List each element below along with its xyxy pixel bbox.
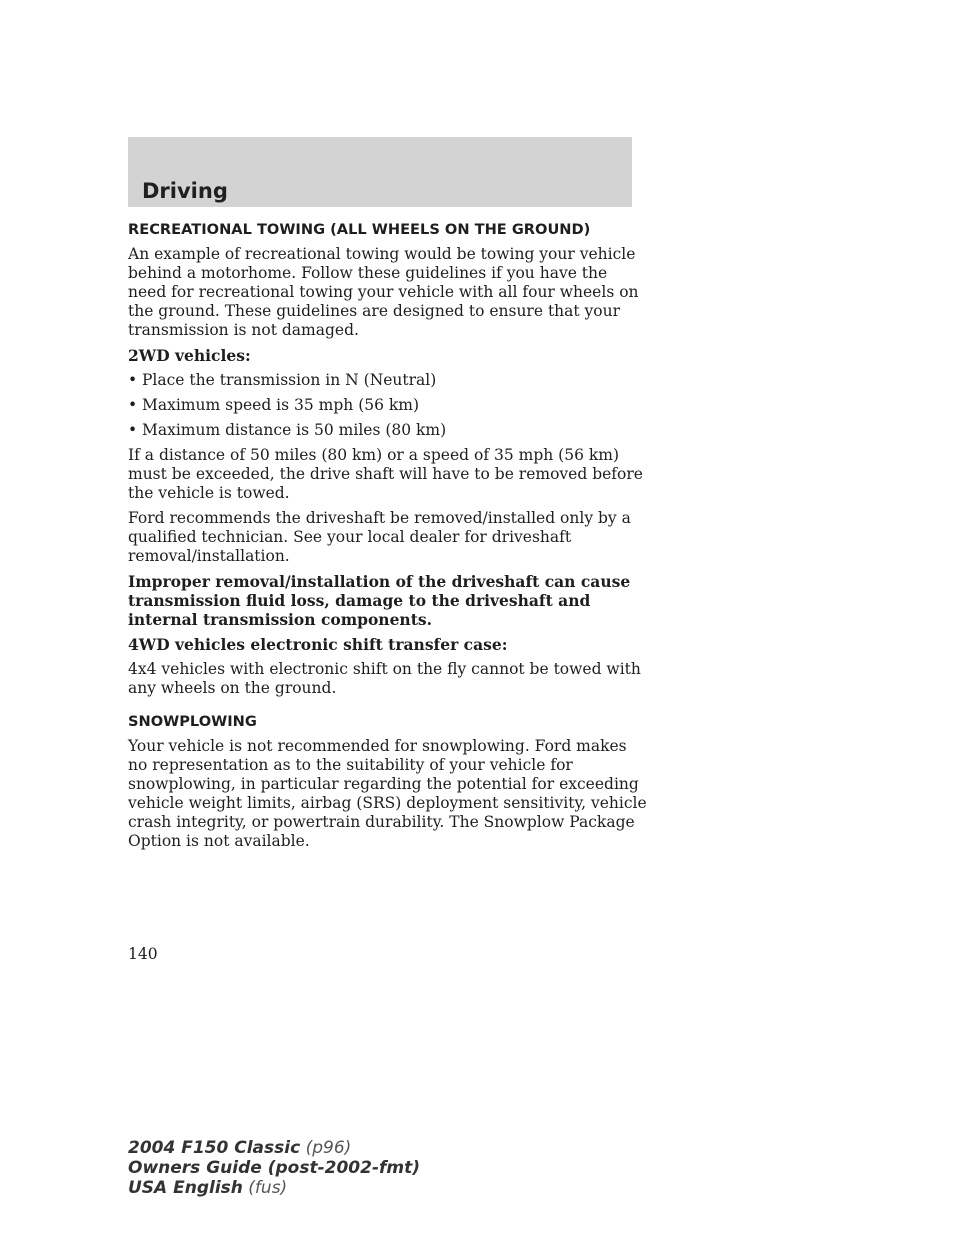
snowplowing-heading: SNOWPLOWING	[128, 713, 257, 730]
footer-line-language	[128, 1178, 420, 1198]
page-content	[128, 221, 648, 857]
list-item-text: Maximum speed is 35 mph (56 km)	[142, 396, 420, 414]
bullet-icon: •	[128, 396, 138, 414]
list-item	[128, 371, 648, 390]
driveshaft-warning: Improper removal/installation of the driveshaft can cause transmission fluid loss, damage to the driveshaft and internal transmission components.	[128, 572, 631, 629]
list-item-text: Maximum distance is 50 miles (80 km)	[142, 421, 447, 439]
towing-intro-paragraph: An example of recreational towing would be towing your vehicle behind a motorhome. Follow these guidelines if you have the need for recreational towing your vehicle with all four wheels on the ground. These guidelines are designed to ensure that your transmission is not damaged.	[128, 245, 639, 339]
recommend-paragraph: Ford recommends the driveshaft be removed/installed only by a qualified technician. See your local dealer for driveshaft removal/installation.	[128, 509, 631, 565]
footer-language: USA English	[128, 1178, 243, 1198]
list-item	[128, 396, 648, 415]
footer-line-guide	[128, 1158, 420, 1178]
twowd-heading: 2WD vehicles:	[128, 346, 251, 365]
list-item-text: Place the transmission in N (Neutral)	[142, 371, 437, 389]
fourwd-paragraph: 4x4 vehicles with electronic shift on the fly cannot be towed with any wheels on the ground.	[128, 660, 641, 697]
footer-line-model	[128, 1138, 420, 1158]
section-title: Driving	[142, 179, 228, 203]
footer-model-code: (p96)	[305, 1138, 352, 1158]
twowd-bullet-list	[128, 371, 648, 440]
footer-language-code: (fus)	[248, 1178, 288, 1198]
bullet-icon: •	[128, 371, 138, 389]
list-item	[128, 421, 648, 440]
recreational-towing-heading: RECREATIONAL TOWING (ALL WHEELS ON THE GROUND)	[128, 221, 591, 238]
document-footer	[128, 1138, 420, 1198]
footer-guide: Owners Guide (post-2002-fmt)	[128, 1158, 421, 1178]
bullet-icon: •	[128, 421, 138, 439]
fourwd-heading: 4WD vehicles electronic shift transfer case:	[128, 635, 508, 654]
footer-model: 2004 F150 Classic	[128, 1138, 301, 1158]
exceed-paragraph: If a distance of 50 miles (80 km) or a speed of 35 mph (56 km) must be exceeded, the drive shaft will have to be removed before the vehicle is towed.	[128, 446, 643, 502]
snowplowing-paragraph: Your vehicle is not recommended for snowplowing. Ford makes no representation as to the suitability of your vehicle for snowplowing, in particular regarding the potential for exceeding vehicle weight limits, airbag (SRS) deployment sensitivity, vehicle crash integrity, or powertrain durability. The Snowplow Package Option is not available.	[128, 737, 647, 850]
page-number: 140	[128, 945, 158, 963]
